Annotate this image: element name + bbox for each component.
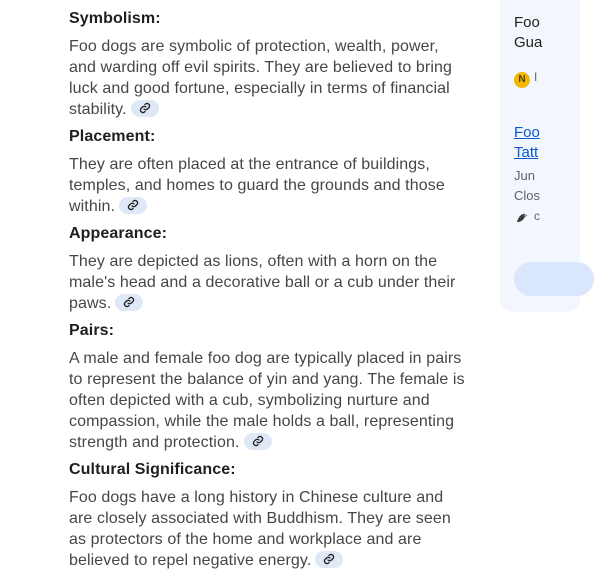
section-appearance — [69, 223, 469, 314]
section-body: A male and female foo dog are typically placed in pairs to represent the balance of yin and yang. The female is often depicted with a cub, symbolizing nurture and compassion, while the male holds a ball, representing strength and protection. — [69, 350, 465, 451]
source-link[interactable]: Foo — [514, 124, 540, 141]
source-date: Jun — [514, 168, 535, 183]
citation-link-button[interactable] — [119, 197, 147, 214]
source-link-line2[interactable]: Tatt — [514, 144, 539, 161]
link-icon — [252, 435, 264, 447]
section-text — [69, 36, 469, 120]
source-badge-icon: N — [514, 72, 530, 88]
section-heading: Symbolism: — [69, 10, 161, 27]
link-icon — [123, 296, 135, 308]
section-body: Foo dogs have a long history in Chinese culture and are closely associated with Buddhism. They are seen as protectors of the home and workplace and are believed to repel negative energy. — [69, 489, 451, 569]
section-symbolism — [69, 8, 469, 120]
section-body: Foo dogs are symbolic of protection, wealth, power, and warding off evil spirits. They are believed to bring luck and good fortune, especially in terms of financial stability. — [69, 38, 452, 118]
section-placement — [69, 126, 469, 217]
section-text — [69, 154, 469, 217]
section-heading: Cultural Significance: — [69, 461, 236, 478]
section-heading: Appearance: — [69, 225, 168, 242]
link-icon — [139, 102, 151, 114]
ai-overview-content — [69, 8, 469, 577]
section-text — [69, 487, 469, 571]
section-body: They are often placed at the entrance of buildings, temples, and homes to guard the grounds and those within. — [69, 156, 445, 215]
source-sidebar — [500, 0, 543, 312]
source-title[interactable]: Foo — [514, 14, 540, 31]
citation-link-button[interactable] — [131, 100, 159, 117]
source-site-name: I — [534, 70, 538, 84]
bird-logo-icon — [514, 210, 530, 226]
citation-link-button[interactable] — [244, 433, 272, 450]
citation-link-button[interactable] — [315, 551, 343, 568]
section-pairs — [69, 320, 469, 453]
source-card[interactable] — [500, 0, 580, 312]
source-site-name: c — [534, 209, 540, 223]
section-heading: Pairs: — [69, 322, 115, 339]
section-cultural-significance — [69, 459, 469, 571]
citation-link-button[interactable] — [115, 294, 143, 311]
section-heading: Placement: — [69, 128, 156, 145]
source-title-line2[interactable]: Gua — [514, 34, 543, 51]
show-more-button[interactable] — [514, 262, 594, 296]
section-body: They are depicted as lions, often with a horn on the male's head and a decorative ball or a cub under their paws. — [69, 253, 456, 312]
section-text — [69, 348, 469, 453]
link-icon — [127, 199, 139, 211]
source-snippet: Clos — [514, 188, 541, 203]
link-icon — [323, 553, 335, 565]
section-text — [69, 251, 469, 314]
